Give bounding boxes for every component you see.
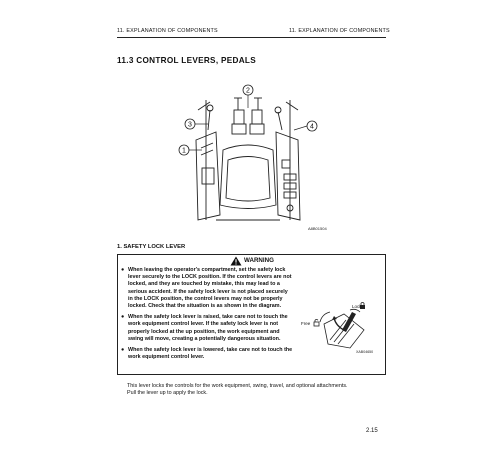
running-header-right: 11. EXPLANATION OF COMPONENTS [289, 28, 390, 34]
lever-lock-label: Lock [352, 304, 362, 309]
bullet-icon: ● [121, 347, 125, 354]
control-levers-figure [168, 80, 328, 235]
warning-bullet-text: When leaving the operator's compartment, set the safety lock lever securely to the LOCK position. If the control levers are not locked, and they are touched by mistake, this may lead to a serious accident. If the safety lock lever is not placed securely in the LOCK position, the control levers may not be properly locked. Check that the situation is as shown in the diagram. [128, 267, 292, 310]
header-rule [117, 37, 386, 38]
warning-bullet-text: When the safety lock lever is lowered, take care not to touch the work equipment control lever. [128, 347, 293, 361]
figure-code: A8B01504 [308, 226, 327, 231]
body-paragraph: Pull the lever up to apply the lock. [127, 390, 208, 397]
section-title: 11.3 CONTROL LEVERS, PEDALS [117, 56, 256, 65]
warning-bullet [121, 314, 293, 343]
warning-title: WARNING [244, 257, 274, 264]
running-header-left: 11. EXPLANATION OF COMPONENTS [117, 28, 218, 34]
warning-triangle-icon [230, 256, 242, 266]
safety-lock-lever-figure [300, 300, 382, 356]
lever-figure-code: XAB04650 [356, 350, 374, 354]
callout-3: 3 [188, 121, 192, 129]
body-paragraph: This lever locks the controls for the work equipment, swing, travel, and optional attachments. [127, 383, 348, 389]
callout-2: 2 [246, 87, 250, 95]
unlock-icon [314, 319, 319, 326]
warning-bullet-text: When the safety lock lever is raised, take care not to touch the work equipment control lever. If the safety lock lever is not properly locked at the up position, the work equipment and swing will move, creating a potentially dangerous situation. [128, 314, 288, 342]
subsection-title: 1. SAFETY LOCK LEVER [117, 244, 186, 250]
warning-bullet [121, 267, 293, 310]
warning-bullet [121, 347, 293, 361]
page-number: 2.15 [366, 428, 378, 434]
lever-free-label: Free [301, 321, 311, 326]
bullet-icon: ● [121, 267, 125, 273]
bullet-icon: ● [121, 314, 125, 321]
warning-bullets [121, 267, 293, 365]
callout-1: 1 [182, 147, 186, 155]
body-text [117, 383, 387, 397]
callout-4: 4 [310, 123, 314, 131]
